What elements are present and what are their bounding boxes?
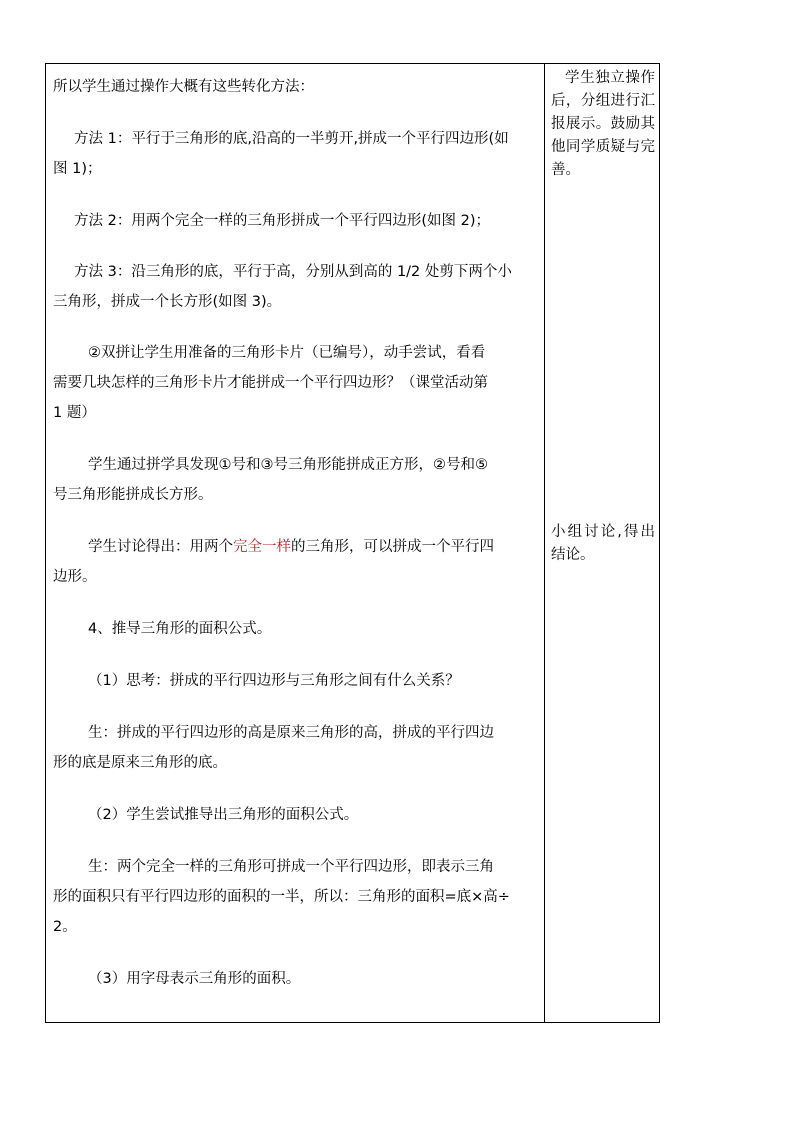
highlighted-phrase: 完全一样 bbox=[233, 539, 291, 555]
discussion-line-2: 边形。 bbox=[53, 569, 97, 585]
discussion-suffix: 的三角形，可以拼成一个平行四 bbox=[291, 539, 494, 555]
answer-2-line-1: 生：两个完全一样的三角形可拼成一个平行四边形，即表示三角 bbox=[88, 859, 494, 875]
question-3: （3）用字母表示三角形的面积。 bbox=[88, 971, 301, 987]
answer-2-line-3: 2。 bbox=[53, 919, 77, 935]
activity-line-3: 1 题） bbox=[53, 405, 96, 421]
activity-line-2: 需要几块怎样的三角形卡片才能拼成一个平行四边形？（课堂活动第 bbox=[53, 375, 488, 391]
side-note-2: 小组讨论,得出结论。 bbox=[551, 524, 655, 563]
answer-1-line-2: 形的底是原来三角形的底。 bbox=[53, 755, 227, 771]
method-1-line-2: 图 1)； bbox=[53, 161, 102, 177]
method-3-line-1: 方法 3：沿三角形的底，平行于高，分别从到高的 1/2 处剪下两个小 bbox=[74, 264, 512, 280]
question-2: （2）学生尝试推导出三角形的面积公式。 bbox=[88, 807, 359, 823]
answer-2-line-2: 形的面积只有平行四边形的面积的一半，所以：三角形的面积=底×高÷ bbox=[53, 889, 510, 905]
intro-text: 所以学生通过操作大概有这些转化方法： bbox=[53, 79, 314, 95]
discussion-line-1 bbox=[88, 535, 494, 556]
side-note-1: 学生独立操作后，分组进行汇报展示。鼓励其他同学质疑与完善。 bbox=[551, 70, 655, 178]
section-4-heading: 4、推导三角形的面积公式。 bbox=[88, 621, 272, 637]
column-divider bbox=[544, 64, 545, 1022]
lesson-table bbox=[45, 63, 660, 1023]
activity-line-1: ②双拼让学生用准备的三角形卡片（已编号），动手尝试，看看 bbox=[88, 345, 486, 361]
method-3-line-2: 三角形，拼成一个长方形(如图 3)。 bbox=[53, 294, 282, 310]
discovery-line-1: 学生通过拼学具发现①号和③号三角形能拼成正方形，②号和⑤ bbox=[88, 457, 488, 473]
question-1: （1）思考：拼成的平行四边形与三角形之间有什么关系？ bbox=[88, 673, 460, 689]
method-2: 方法 2：用两个完全一样的三角形拼成一个平行四边形(如图 2)； bbox=[74, 213, 490, 229]
answer-1-line-1: 生：拼成的平行四边形的高是原来三角形的高，拼成的平行四边 bbox=[88, 725, 494, 741]
method-1-line-1: 方法 1：平行于三角形的底,沿高的一半剪开,拼成一个平行四边形(如 bbox=[74, 131, 509, 147]
discovery-line-2: 号三角形能拼成长方形。 bbox=[53, 487, 213, 503]
discussion-prefix: 学生讨论得出：用两个 bbox=[88, 539, 233, 555]
